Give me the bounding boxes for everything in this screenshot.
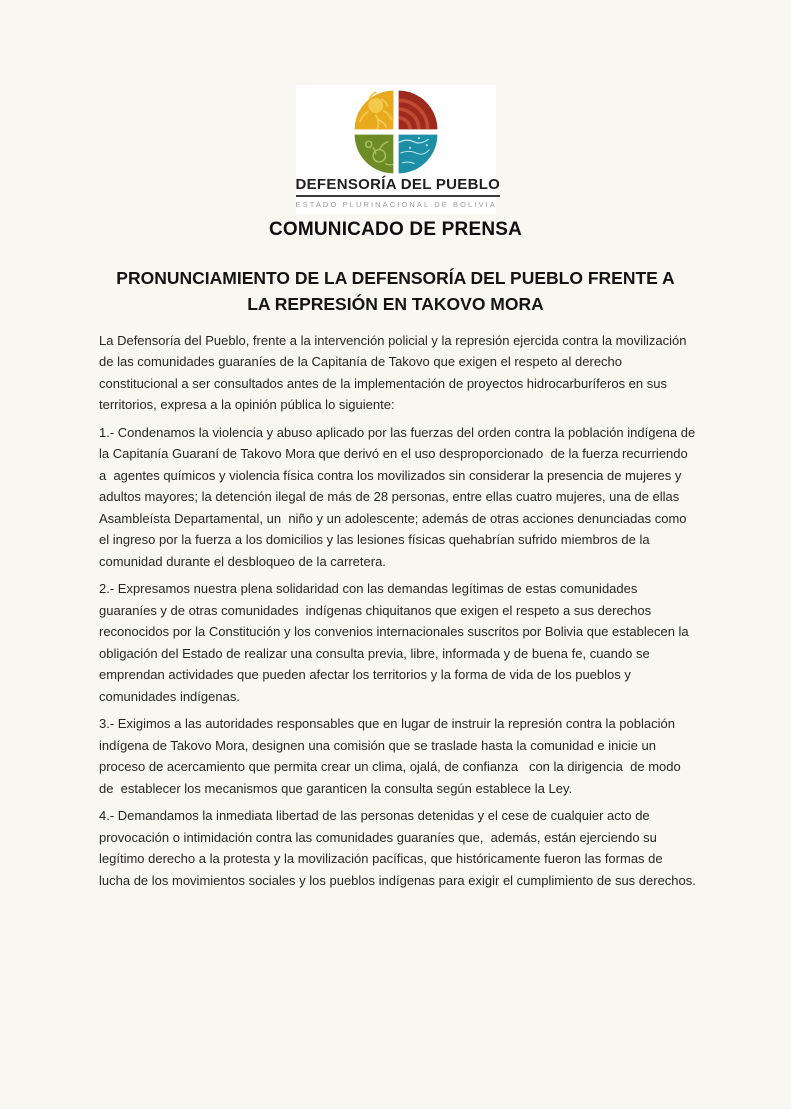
point-1-paragraph: 1.- Condenamos la violencia y abuso aplicado por las fuerzas del orden contra la población indígena de la Capitanía Guaraní de Takovo Mora que derivó en el uso desproporcionado de la fuerza recurriendo a agentes químicos y violencia física contra los movilizados sin considerar la presencia de mujeres y adultos mayores; la detención ilegal de más de 28 personas, entre ellas cuatro mujeres, una de ellas Asambleísta Departamental, un niño y un adolescente; además de otras acciones denunciadas como el ingreso por la fuerza a los domicilios y las lesiones físicas quehabrían sufrido miembros de la comunidad durante el desbloqueo de la carretera. — [99, 424, 699, 569]
logo — [295, 85, 501, 214]
logo-org-name: DEFENSORÍA DEL PUEBLO — [296, 177, 501, 197]
intro-paragraph: La Defensoría del Pueblo, frente a la intervención policial y la represión ejercida contra la movilización de las comunidades guaraníes de la Capitanía de Takovo que exigen el respeto al derecho constitucional a ser consultados antes de la implementación de proyectos hidrocarburíferos en sus territorios, expresa a la opinión pública lo siguiente: — [99, 332, 691, 412]
point-4-paragraph: 4.- Demandamos la inmediata libertad de las personas detenidas y el cese de cualquier acto de provocación o intimidación contra las comunidades guaraníes que, además, están ejerciendo su legítimo derecho a la protesta y la movilización pacíficas, que históricamente fueron las formas de lucha de los movimientos sociales y los pueblos indígenas para exigir el cumplimiento de sus derechos. — [99, 808, 696, 888]
document-title — [76, 265, 716, 317]
title-line-1: PRONUNCIAMIENTO DE LA DEFENSORÍA DEL PUEBLO FRENTE A — [116, 267, 675, 288]
title-line-2: LA REPRESIÓN EN TAKOVO MORA — [247, 293, 544, 314]
point-2-paragraph: 2.- Expresamos nuestra plena solidaridad con las demandas legítimas de estas comunidades guaraníes y de otras comunidades indígenas chiquitanos que exigen el respeto a sus derechos reconocidos por la Constitución y los convenios internacionales suscritos por Bolivia que establecen la obligación del Estado de realizar una consulta previa, libre, informada y de buena fe, cuando se emprendan actividades que pueden afectar los territorios y la forma de vida de los pueblos y comunidades indígenas. — [99, 581, 693, 704]
document-kicker: COMUNICADO DE PRENSA — [268, 218, 523, 240]
point-3-paragraph: 3.- Exigimos a las autoridades responsables que en lugar de instruir la represión contra la población indígena de Takovo Mora, designen una comisión que se traslade hasta la comunidad e inicie un proceso de acercamiento que permita crear un clima, ojalá, de confianza con la dirigencia de modo de establecer los mecanismos que garanticen la consulta según establece la Ley. — [99, 716, 688, 796]
press-release-page — [0, 85, 791, 1109]
document-body — [99, 330, 697, 892]
document-header — [0, 85, 791, 241]
logo-tagline: ESTADO PLURINACIONAL DE BOLIVIA — [295, 199, 497, 209]
defensoria-emblem-icon — [352, 88, 440, 176]
